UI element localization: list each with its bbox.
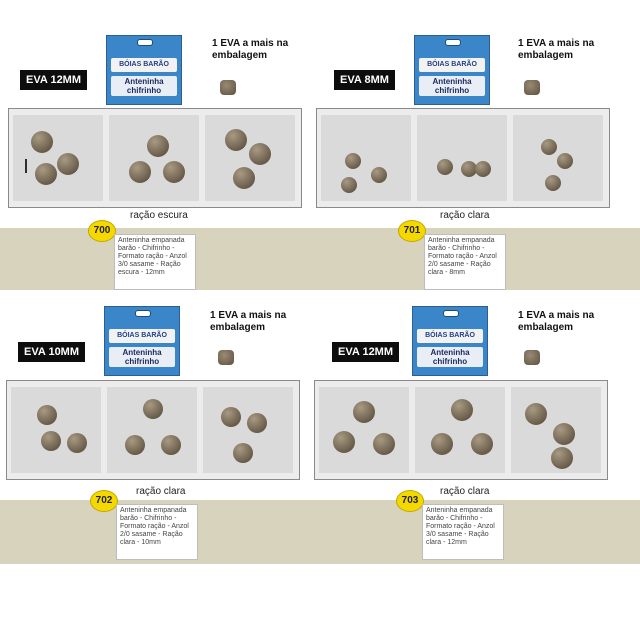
bait-ball-icon <box>147 135 169 157</box>
bait-ball-icon <box>551 447 573 469</box>
bait-ball-icon <box>557 153 573 169</box>
eva-cube-icon <box>218 350 234 365</box>
bait-ball-icon <box>431 433 453 455</box>
hang-hole <box>445 39 461 46</box>
product-panel-700 <box>0 30 320 230</box>
bait-ball-icon <box>475 161 491 177</box>
bait-ball-icon <box>437 159 453 175</box>
product-description: Anteninha empanada barão - Chifrinho - Formato ração - Anzol 2/0 sasame - Ração clara - 10mm <box>116 504 198 560</box>
product-code-badge: 700 <box>88 220 116 242</box>
brand-logo: BÓIAS BARÃO <box>417 329 483 343</box>
product-photo-strip <box>314 380 608 480</box>
product-photo-strip <box>316 108 610 208</box>
brand-logo: BÓIAS BARÃO <box>419 58 485 72</box>
hang-hole <box>443 310 459 317</box>
bait-ball-icon <box>67 433 87 453</box>
bait-ball-icon <box>341 177 357 193</box>
bait-ball-icon <box>373 433 395 455</box>
hang-hole <box>135 310 151 317</box>
product-photo <box>319 387 409 473</box>
brand-product-name: Anteninha chifrinho <box>417 347 483 367</box>
bait-ball-icon <box>233 443 253 463</box>
product-panel-702 <box>0 304 320 504</box>
bait-ball-icon <box>225 129 247 151</box>
bait-ball-icon <box>163 161 185 183</box>
product-code-badge: 703 <box>396 490 424 512</box>
product-panel-701 <box>312 30 632 230</box>
bait-ball-icon <box>345 153 361 169</box>
bait-ball-icon <box>41 431 61 451</box>
brand-logo: BÓIAS BARÃO <box>111 58 177 72</box>
feed-type-label: ração clara <box>136 486 186 497</box>
product-code-badge: 701 <box>398 220 426 242</box>
product-photo-strip <box>6 380 300 480</box>
brand-product-name: Anteninha chifrinho <box>109 347 175 367</box>
feed-type-label: ração clara <box>440 486 490 497</box>
bait-ball-icon <box>247 413 267 433</box>
bait-ball-icon <box>35 163 57 185</box>
bait-ball-icon <box>371 167 387 183</box>
brand-card <box>412 306 488 376</box>
bait-ball-icon <box>553 423 575 445</box>
product-code-badge: 702 <box>90 490 118 512</box>
eva-cube-icon <box>524 350 540 365</box>
product-photo <box>11 387 101 473</box>
brand-product-name: Anteninha chifrinho <box>111 76 177 96</box>
product-photo <box>415 387 505 473</box>
bait-ball-icon <box>471 433 493 455</box>
hook-icon <box>25 159 27 173</box>
bait-ball-icon <box>129 161 151 183</box>
brand-product-name: Anteninha chifrinho <box>419 76 485 96</box>
bait-ball-icon <box>545 175 561 191</box>
brand-logo: BÓIAS BARÃO <box>109 329 175 343</box>
bait-ball-icon <box>541 139 557 155</box>
bait-ball-icon <box>221 407 241 427</box>
product-description: Anteninha empanada barão - Chifrinho - Formato ração - Anzol 3/0 sasame - Ração escura - 12mm <box>114 234 196 290</box>
product-photo <box>205 115 295 201</box>
bait-ball-icon <box>249 143 271 165</box>
bait-ball-icon <box>451 399 473 421</box>
extra-eva-note: 1 EVA a mais na embalagem <box>212 38 289 61</box>
extra-eva-note: 1 EVA a mais na embalagem <box>518 38 595 61</box>
eva-size-badge: EVA 12MM <box>20 70 87 90</box>
eva-cube-icon <box>220 80 236 95</box>
bait-ball-icon <box>353 401 375 423</box>
bait-ball-icon <box>333 431 355 453</box>
feed-type-label: ração escura <box>130 210 188 221</box>
eva-size-badge: EVA 10MM <box>18 342 85 362</box>
product-photo-strip <box>8 108 302 208</box>
bait-ball-icon <box>143 399 163 419</box>
bait-ball-icon <box>161 435 181 455</box>
extra-eva-note: 1 EVA a mais na embalagem <box>210 310 287 333</box>
eva-size-badge: EVA 8MM <box>334 70 395 90</box>
bait-ball-icon <box>233 167 255 189</box>
brand-card <box>104 306 180 376</box>
feed-type-label: ração clara <box>440 210 490 221</box>
product-photo <box>417 115 507 201</box>
eva-size-badge: EVA 12MM <box>332 342 399 362</box>
product-photo <box>107 387 197 473</box>
brand-card <box>414 35 490 105</box>
brand-card <box>106 35 182 105</box>
product-photo <box>203 387 293 473</box>
bait-ball-icon <box>57 153 79 175</box>
product-panel-703 <box>312 304 632 504</box>
product-description: Anteninha empanada barão - Chifrinho - Formato ração - Anzol 3/0 sasame - Ração clara - 12mm <box>422 504 504 560</box>
hang-hole <box>137 39 153 46</box>
product-photo <box>321 115 411 201</box>
eva-cube-icon <box>524 80 540 95</box>
product-photo <box>109 115 199 201</box>
product-photo <box>511 387 601 473</box>
product-description: Anteninha empanada barão - Chifrinho - Formato ração - Anzol 2/0 sasame - Ração clara - 8mm <box>424 234 506 290</box>
bait-ball-icon <box>525 403 547 425</box>
bait-ball-icon <box>37 405 57 425</box>
bait-ball-icon <box>125 435 145 455</box>
product-photo <box>513 115 603 201</box>
bait-ball-icon <box>31 131 53 153</box>
extra-eva-note: 1 EVA a mais na embalagem <box>518 310 595 333</box>
product-photo <box>13 115 103 201</box>
